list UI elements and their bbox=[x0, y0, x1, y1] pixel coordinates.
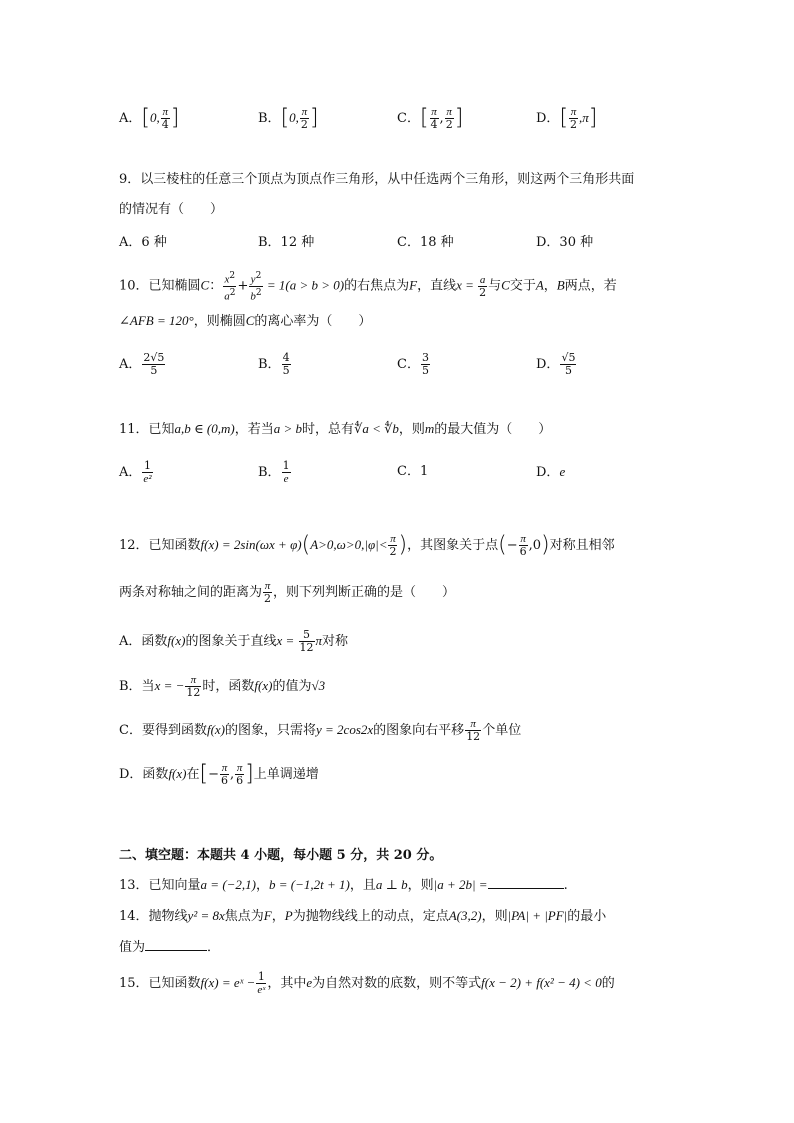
q11-stem: 11．已知a,b ∈ (0,m)，若当a > b时，总有∜a < ∜b，则m的最大值为（ ） bbox=[119, 421, 552, 437]
q12-option-d: D．函数f(x)在[− $\frac{\pi}{6}$ , $\frac{\pi}{6}$ ]上单调递增 bbox=[119, 761, 319, 787]
q9-option-b: B．12 种 bbox=[258, 235, 315, 250]
q11-option-d: D．e bbox=[536, 464, 566, 480]
q11-option-a: A． $\frac{1}{\text{e²}}$ bbox=[119, 459, 152, 485]
q10-stem-line1: 10．已知椭圆C： $\frac{x^2}{a^2}$ + $\frac{y^2}{b^2}$ = 1(a > b > 0)的右焦点为F，直线x = $\frac{a}{2}$ 与C交于A，B两点，若 bbox=[119, 271, 617, 303]
q8-option-c: C．[ $\frac{\pi}{4}$ , $\frac{\pi}{2}$ ] bbox=[397, 105, 464, 131]
answer-blank[interactable] bbox=[145, 936, 207, 951]
q15-stem: 15．已知函数f(x) = eˣ − $\frac{1}{\text{eˣ}}$ ，其中e为自然对数的底数，则不等式f(x − 2) + f(x² − 4) < 0的 bbox=[119, 970, 615, 996]
q10-stem-line2: ∠AFB = 120°，则椭圆C的离心率为（ ） bbox=[119, 313, 372, 329]
q10-option-d: D． $\frac{√5}{5}$ bbox=[536, 351, 576, 377]
q8-option-d: D．[ $\frac{\pi}{2}$ ,π] bbox=[536, 105, 598, 131]
q11-option-b: B． $\frac{1}{e}$ bbox=[258, 459, 290, 485]
q8-option-a: A．[0, $\frac{\pi}{4}$ ] bbox=[119, 105, 180, 131]
q10-option-b: B． $\frac{4}{5}$ bbox=[258, 351, 290, 377]
q12-option-a: A．函数f(x)的图象关于直线x = $\frac{5}{12}$ π对称 bbox=[119, 628, 349, 654]
q9-stem-line2: 的情况有（ ） bbox=[119, 202, 224, 217]
q12-option-b: B．当x = − $\frac{\pi}{12}$ 时，函数f(x)的值为√3 bbox=[119, 674, 326, 699]
q14-stem-line1: 14．抛物线y² = 8x焦点为F，P为抛物线线上的动点，定点A(3,2)，则|PA| + |PF|的最小 bbox=[119, 908, 607, 924]
q12-stem-line1: 12．已知函数f(x) = 2sin(ωx + φ)(A>0,ω>0,|φ|< $\frac{\pi}{2}$ )，其图象关于点(− $\frac{\pi}{6}$ ,0)对称且相邻 bbox=[119, 532, 615, 558]
q12-stem-line2: 两条对称轴之间的距离为 $\frac{\pi}{2}$ ，则下列判断正确的是（ ） bbox=[119, 580, 456, 605]
q11-option-c: C．1 bbox=[397, 464, 429, 479]
q9-option-a: A．6 种 bbox=[119, 235, 167, 250]
q10-option-c: C． $\frac{3}{5}$ bbox=[397, 351, 429, 377]
q9-stem-line1: 9．以三棱柱的任意三个顶点为顶点作三角形，从中任选两个三角形，则这两个三角形共面 bbox=[119, 172, 635, 187]
q10-option-a: A． $\frac{2√5}{5}$ bbox=[119, 351, 165, 377]
q8-option-b: B．[0, $\frac{\pi}{2}$ ] bbox=[258, 105, 319, 131]
answer-blank[interactable] bbox=[488, 874, 564, 889]
q9-option-d: D．30 种 bbox=[536, 235, 594, 250]
q14-stem-line2: 值为 ． bbox=[119, 936, 220, 958]
q12-option-c: C．要得到函数f(x)的图象，只需将y = 2cos2x的图象向右平移 $\frac{\pi}{12}$ 个单位 bbox=[119, 718, 522, 743]
q9-option-c: C．18 种 bbox=[397, 235, 454, 250]
q13-stem: 13．已知向量a = (−2,1)，b = (−1,2t + 1)，且a ⊥ b，则|a + 2b| = . bbox=[119, 874, 568, 896]
section-heading: 二、填空题：本题共 4 小题，每小题 5 分，共 20 分。 bbox=[119, 848, 443, 863]
